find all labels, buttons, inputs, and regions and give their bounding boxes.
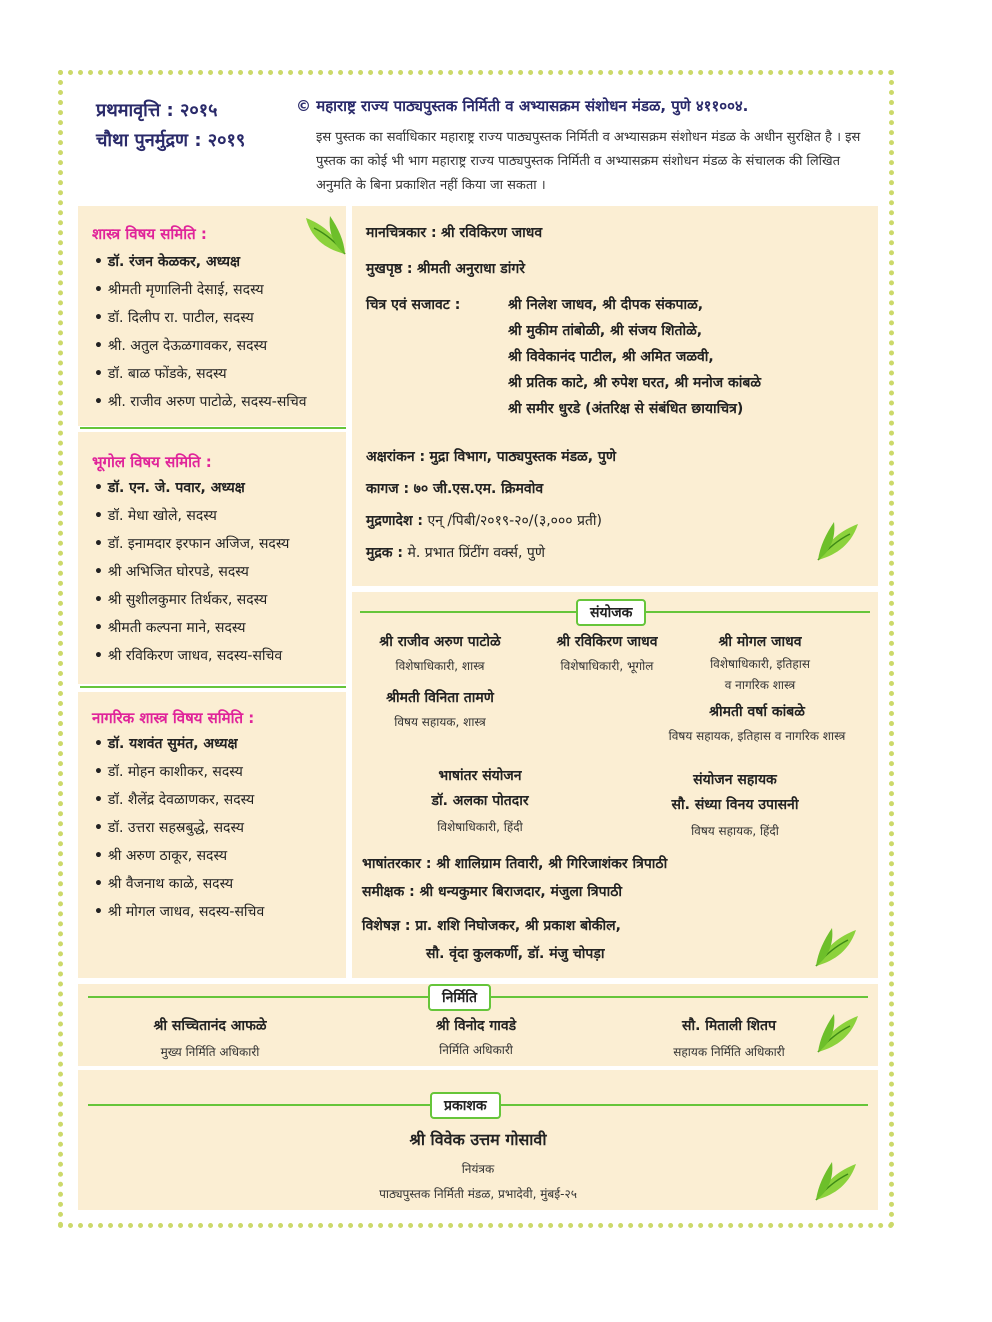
person-name: श्री राजीव अरुण पाटोळे xyxy=(379,634,501,650)
person-role: विशेषाधिकारी, हिंदी xyxy=(437,820,523,834)
section-title: शास्त्र विषय समिति : xyxy=(92,225,207,243)
person-name: श्री मोगल जाधव xyxy=(718,634,802,650)
credit-line: श्री समीर धुरडे (अंतरिक्ष से संबंधित छायाचित्र) xyxy=(508,401,744,417)
publisher-info xyxy=(300,1128,656,1202)
print-order xyxy=(366,508,602,534)
coordination-assistant xyxy=(628,770,842,839)
list-item: • डॉ. रंजन केळकर, अध्यक्ष xyxy=(94,248,307,276)
member-list xyxy=(94,730,264,926)
person-role: विषय सहायक, शास्त्र xyxy=(394,715,486,729)
reviewers: समीक्षक : श्री धन्यकुमार बिराजदार, मंजुला त्रिपाठी xyxy=(362,884,623,900)
credit-value: मे. प्रभात प्रिंटींग वर्क्स, पुणे xyxy=(407,545,545,561)
experts-line-2: सौ. वृंदा कुलकर्णी, डॉ. मंजु चोपड़ा xyxy=(426,946,605,962)
person-name: श्रीमती वर्षा कांबळे xyxy=(709,704,805,720)
credit-value: ७० जी.एस.एम. क्रिमवोव xyxy=(413,481,544,497)
coordinator-1 xyxy=(360,632,520,674)
list-item: • श्री मोगल जाधव, सदस्य-सचिव xyxy=(94,898,264,926)
credit-value: मुद्रा विभाग, पाठ्यपुस्तक मंडळ, पुणे xyxy=(429,449,616,465)
list-item: • डॉ. इनामदार इरफान अजिज, सदस्य xyxy=(94,530,289,558)
list-item: • श्री सुशीलकुमार तिर्थकर, सदस्य xyxy=(94,586,289,614)
person-role: मुख्य निर्मिति अधिकारी xyxy=(160,1045,260,1059)
copyright-note: इस पुस्तक का सर्वाधिकार महाराष्ट्र राज्य पाठ्यपुस्तक निर्मिती व अभ्यासक्रम संशोधन मंडळ के अधीन सुरक्षित है । इस पुस्तक का कोई भी भाग महाराष्ट्र राज्य पाठ्यपुस्तक निर्मिती व अभ्यासक्रम संशोधन मंडळ के संचालक की लिखित अनुमति के बिना प्रकाशित नहीं किया जा सकता । xyxy=(316,130,861,193)
credit-label: अक्षरांकन : xyxy=(366,449,426,465)
credit-line: श्री प्रतिक काटे, श्री रुपेश घरत, श्री मनोज कांबळे xyxy=(508,375,761,391)
credit-label: कागज : xyxy=(366,481,410,497)
publisher-name: श्री विवेक उत्तम गोसावी xyxy=(409,1130,547,1149)
list-item: • श्रीमती कल्पना माने, सदस्य xyxy=(94,614,289,642)
reprint-line: चौथा पुनर्मुद्रण : २०१९ xyxy=(96,130,246,151)
list-item: • डॉ. बाळ फोंडके, सदस्य xyxy=(94,360,307,388)
person-name: श्रीमती विनिता तामणे xyxy=(386,690,494,706)
map-credit xyxy=(366,220,542,246)
civics-committee xyxy=(78,692,346,978)
cover-credit xyxy=(366,256,525,282)
coordination-title: संयोजक xyxy=(576,599,646,626)
section-title: नागरिक शास्त्र विषय समिति : xyxy=(92,709,255,727)
list-item: • श्री अरुण ठाकूर, सदस्य xyxy=(94,842,264,870)
list-item: • डॉ. शैलेंद्र देवळाणकर, सदस्य xyxy=(94,786,264,814)
leaf-ornament-icon xyxy=(814,1010,864,1056)
illustration-credits xyxy=(508,292,761,422)
section-title: भूगोल विषय समिति : xyxy=(92,453,212,471)
edition-info xyxy=(96,96,245,156)
person-role: व नागरिक शास्त्र xyxy=(724,678,796,692)
credit-line: श्री मुकीम तांबोळी, श्री संजय शितोळे, xyxy=(508,323,703,339)
person-name: सौ. संध्या विनय उपासनी xyxy=(671,797,799,813)
publisher-address: पाठ्यपुस्तक निर्मिती मंडळ, प्रभादेवी, मुंबई-२५ xyxy=(379,1187,577,1201)
person-role: विशेषाधिकारी, शास्त्र xyxy=(395,659,485,673)
paper-credit xyxy=(366,476,543,502)
list-item: • श्री वैजनाथ काळे, सदस्य xyxy=(94,870,264,898)
section-heading: संयोजन सहायक xyxy=(693,772,777,788)
list-item: • डॉ. दिलीप रा. पाटील, सदस्य xyxy=(94,304,307,332)
publisher-role: नियंत्रक xyxy=(461,1162,495,1176)
coordinator-2 xyxy=(532,632,682,674)
credits-panel xyxy=(352,206,878,586)
credit-label: मुखपृष्ठ : xyxy=(366,261,413,277)
illustration-credit-label xyxy=(366,292,460,318)
credit-label: मुद्रणादेश : xyxy=(366,513,423,529)
list-item: • डॉ. यशवंत सुमंत, अध्यक्ष xyxy=(94,730,264,758)
credit-value: श्रीमती अनुराधा डांगरे xyxy=(416,261,525,277)
production-title: निर्मिति xyxy=(428,984,491,1011)
credit-value: एन् /पिबी/२०१९-२०/(३,००० प्रती) xyxy=(427,513,602,529)
list-item: • श्रीमती मृणालिनी देसाई, सदस्य xyxy=(94,276,307,304)
person-name: सौ. मिताली शितप xyxy=(682,1018,776,1034)
credit-line: श्री निलेश जाधव, श्री दीपक संकपाळ, xyxy=(508,297,704,313)
copyright-line: © महाराष्ट्र राज्य पाठ्यपुस्तक निर्मिती व अभ्यासक्रम संशोधन मंडळ, पुणे ४११००४. xyxy=(296,97,749,115)
list-item: • श्री अभिजित घोरपडे, सदस्य xyxy=(94,558,289,586)
person-role: विषय सहायक, इतिहास व नागरिक शास्त्र xyxy=(668,729,846,743)
edition-line: प्रथमावृत्ति : २०१५ xyxy=(96,100,218,121)
credit-label: मुद्रक : xyxy=(366,545,404,561)
translation-coordinator xyxy=(400,766,560,835)
member-list xyxy=(94,474,289,670)
person-role: निर्मिति अधिकारी xyxy=(439,1043,513,1057)
leaf-ornament-icon xyxy=(812,1158,862,1204)
person-name: श्री रविकिरण जाधव xyxy=(556,634,658,650)
person-role: विशेषाधिकारी, इतिहास xyxy=(710,657,810,671)
production-person-2 xyxy=(396,1016,556,1058)
leaf-ornament-icon xyxy=(300,212,350,258)
credit-value: श्री रविकिरण जाधव xyxy=(441,225,543,241)
production-person-3 xyxy=(644,1016,814,1060)
coordinator-5 xyxy=(640,702,874,744)
coordinator-4 xyxy=(360,688,520,730)
production-person-1 xyxy=(120,1016,300,1060)
list-item: • डॉ. एन. जे. पवार, अध्यक्ष xyxy=(94,474,289,502)
list-item: • डॉ. मोहन काशीकर, सदस्य xyxy=(94,758,264,786)
person-name: श्री सच्चितानंद आफळे xyxy=(153,1018,267,1034)
coordinator-3 xyxy=(686,632,834,693)
person-role: सहायक निर्मिति अधिकारी xyxy=(673,1045,785,1059)
person-role: विषय सहायक, हिंदी xyxy=(691,824,779,838)
credit-label: मानचित्रकार : xyxy=(366,225,437,241)
list-item: • श्री. अतुल देऊळगावकर, सदस्य xyxy=(94,332,307,360)
credit-line: श्री विवेकानंद पाटील, श्री अमित जळवी, xyxy=(508,349,714,365)
person-name: श्री विनोद गावडे xyxy=(435,1018,517,1034)
section-heading: भाषांतर संयोजन xyxy=(438,768,522,784)
divider xyxy=(80,686,346,688)
leaf-ornament-icon xyxy=(814,518,864,564)
typesetting-credit xyxy=(366,444,616,470)
person-role: विशेषाधिकारी, भूगोल xyxy=(560,659,654,673)
publisher-title: प्रकाशक xyxy=(430,1092,501,1119)
list-item: • श्री रविकिरण जाधव, सदस्य-सचिव xyxy=(94,642,289,670)
list-item: • श्री. राजीव अरुण पाटोळे, सदस्य-सचिव xyxy=(94,388,307,416)
printer-credit xyxy=(366,540,545,566)
divider xyxy=(80,427,346,429)
list-item: • डॉ. उत्तरा सहस्रबुद्धे, सदस्य xyxy=(94,814,264,842)
list-item: • डॉ. मेधा खोले, सदस्य xyxy=(94,502,289,530)
translators: भाषांतरकार : श्री शालिग्राम तिवारी, श्री गिरिजाशंकर त्रिपाठी xyxy=(362,856,668,872)
credit-label: चित्र एवं सजावट : xyxy=(366,297,461,313)
geography-committee xyxy=(78,432,346,684)
person-name: डॉ. अलका पोतदार xyxy=(431,793,529,809)
experts-line-1: विशेषज्ञ : प्रा. शशि निघोजकर, श्री प्रकाश बोकील, xyxy=(362,918,621,934)
member-list xyxy=(94,248,307,416)
leaf-ornament-icon xyxy=(812,924,862,970)
